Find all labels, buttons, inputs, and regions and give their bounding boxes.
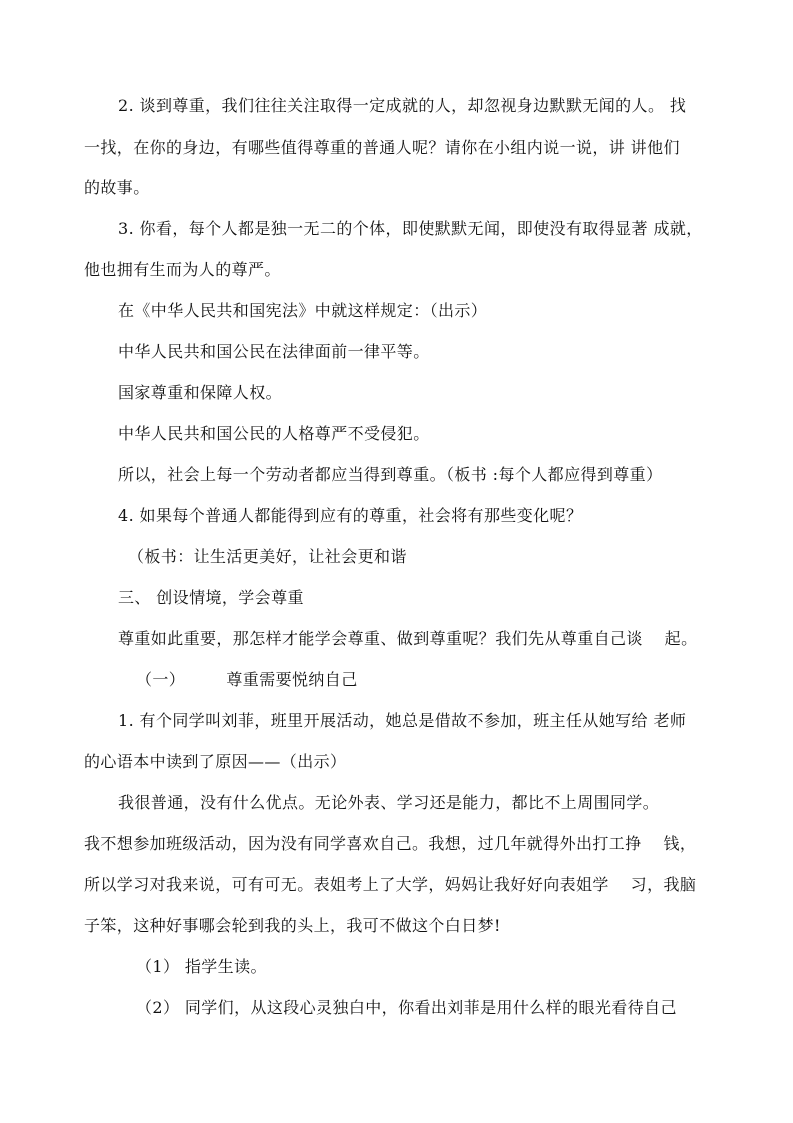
constitution-item-3: 中华人民共和国公民的人格尊严不受侵犯。 (118, 424, 430, 443)
item-1-line-1: 1. 有个同学叫刘菲，班里开展活动，她总是借故不参加，班主任从她写给 老师 (118, 711, 687, 730)
quote-line-2: 我不想参加班级活动，因为没有同学喜欢自己。我想，过几年就得外出打工挣 钱， (84, 834, 697, 853)
paragraph-2-line-1: 2. 谈到尊重，我们往往关注取得一定成就的人，却忽视身边默默无闻的人。 找 (118, 96, 687, 115)
section-3-intro: 尊重如此重要，那怎样才能学会尊重、做到尊重呢？我们先从尊重自己谈 起。 (118, 629, 698, 648)
quote-line-1: 我很普通，没有什么优点。无论外表、学习还是能力，都比不上周围同学。 (118, 793, 660, 812)
section-3-heading: 三、 创设情境，学会尊重 (118, 588, 304, 607)
step-1: （1） 指学生读。 (136, 957, 267, 976)
constitution-item-2: 国家尊重和保障人权。 (118, 383, 283, 402)
item-1-line-2: 的心语本中读到了原因——（出示） (84, 752, 347, 771)
paragraph-2-line-2: 一找，在你的身边，有哪些值得尊重的普通人呢？请你在小组内说一说，讲 讲他们 (84, 138, 680, 157)
paragraph-3-line-1: 3. 你看，每个人都是独一无二的个体，即使默默无闻，即使没有取得显著 成就， (118, 219, 703, 238)
constitution-intro: 在《中华人民共和国宪法》中就这样规定：（出示） (118, 301, 488, 320)
constitution-item-1: 中华人民共和国公民在法律面前一律平等。 (118, 342, 430, 361)
board-note-2: （板书：让生活更美好，让社会更和谐 (128, 547, 407, 566)
step-2: （2） 同学们，从这段心灵独白中，你看出刘菲是用什么样的眼光看待自己 (136, 998, 677, 1017)
subsection-1-heading: （一） 尊重需要悦纳自己 (136, 670, 358, 689)
paragraph-4: 4. 如果每个普通人都能得到应有的尊重，社会将有那些变化呢？ (118, 506, 583, 525)
board-note-1: 所以，社会上每一个劳动者都应当得到尊重。（板书 :每个人都应得到尊重） (118, 465, 663, 484)
paragraph-2-line-3: 的故事。 (84, 178, 150, 197)
paragraph-3-line-2: 他也拥有生而为人的尊严。 (84, 260, 281, 279)
quote-line-3: 所以学习对我来说，可有可无。表姐考上了大学，妈妈让我好好向表姐学 习，我脑 (84, 875, 697, 894)
quote-line-4: 子笨，这种好事哪会轮到我的头上，我可不做这个白日梦! (84, 916, 501, 935)
